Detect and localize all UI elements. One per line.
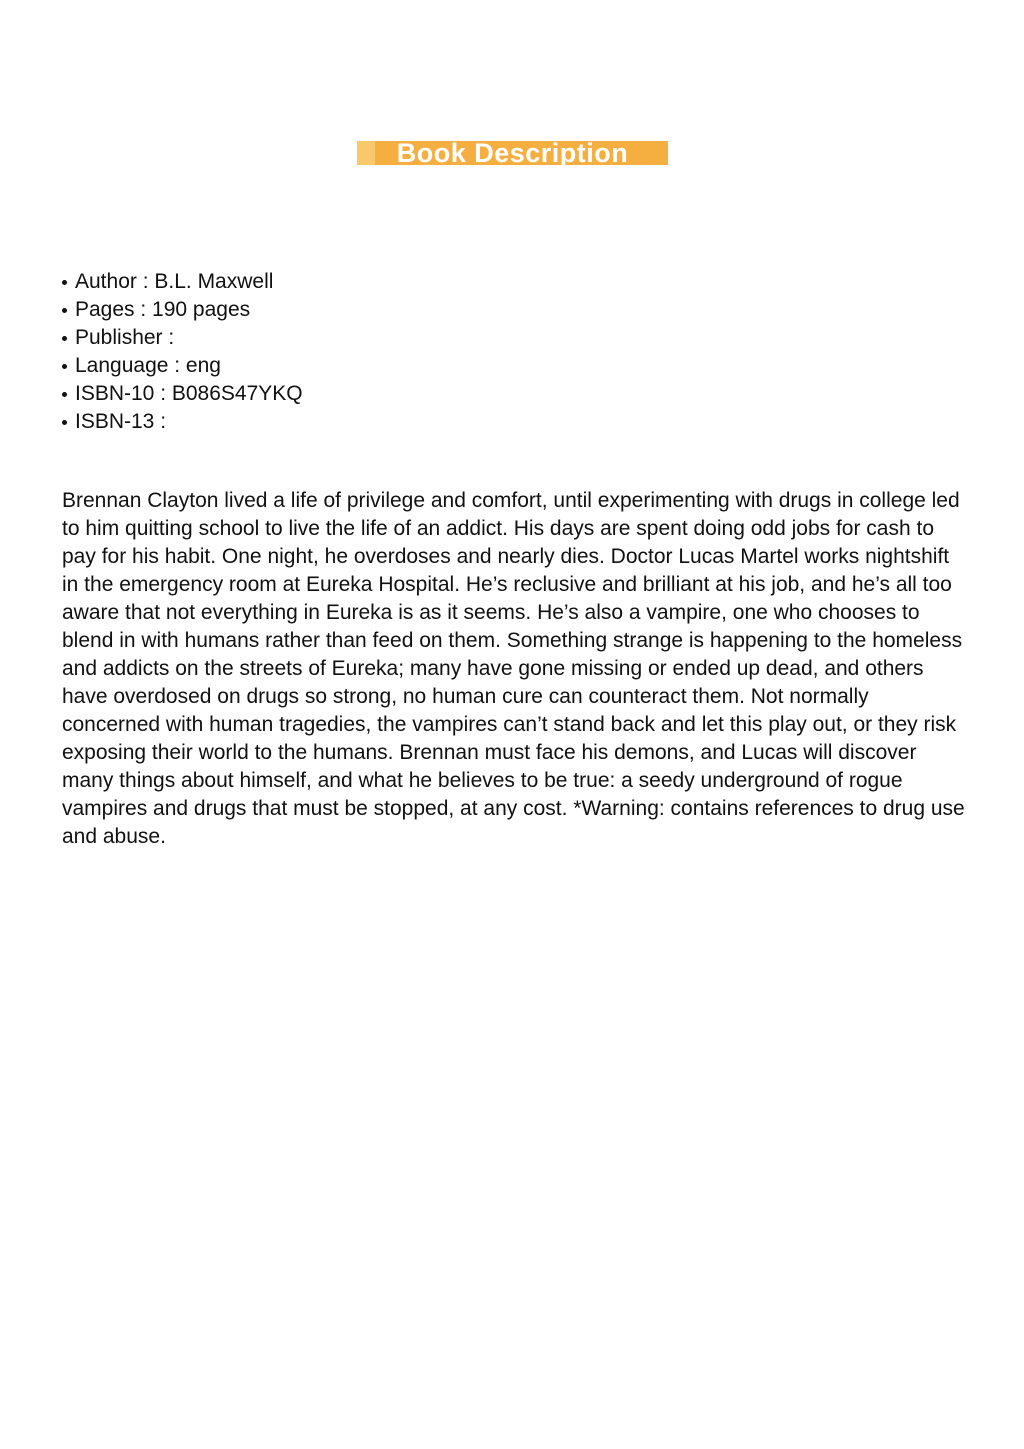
list-item-text: Language : eng bbox=[75, 354, 221, 377]
list-item bbox=[62, 268, 303, 296]
bullet-icon bbox=[62, 308, 67, 313]
bullet-icon bbox=[62, 364, 67, 369]
list-item-text: ISBN-13 : bbox=[75, 410, 167, 433]
list-item bbox=[62, 380, 303, 408]
list-item-text: Pages : 190 pages bbox=[75, 298, 251, 321]
bullet-icon bbox=[62, 280, 67, 285]
book-description-paragraph: Brennan Clayton lived a life of privilege and comfort, until experimenting with drugs in college led to him quitting school to live the life of an addict. His days are spent doing odd jobs for cash to pay for his habit. One night, he overdoses and nearly dies. Doctor Lucas Martel works nightshift in the emergency room at Eureka Hospital. He’s reclusive and brilliant at his job, and he’s all too aware that not everything in Eureka is as it seems. He’s also a vampire, one who chooses to blend in with humans rather than feed on them. Something strange is happening to the homeless and addicts on the streets of Eureka; many have gone missing or ended up dead, and others have overdosed on drugs so strong, no human cure can counteract them. Not normally concerned with human tragedies, the vampires can’t stand back and let this play out, or they risk exposing their world to the humans. Brennan must face his demons, and Lucas will discover many things about himself, and what he believes to be true: a seedy underground of rogue vampires and drugs that must be stopped, at any cost. *Warning: contains references to drug use and abuse. bbox=[62, 489, 965, 848]
banner-highlight-light bbox=[357, 141, 375, 165]
list-item bbox=[62, 352, 303, 380]
bullet-icon bbox=[62, 420, 67, 425]
book-details-list bbox=[62, 268, 303, 436]
book-description-banner bbox=[357, 138, 668, 168]
list-item-text: Publisher : bbox=[75, 326, 175, 349]
list-item-text: ISBN-10 : B086S47YKQ bbox=[75, 382, 303, 405]
page-title: Book Description bbox=[396, 138, 629, 168]
list-item bbox=[62, 324, 303, 352]
list-item bbox=[62, 408, 303, 436]
bullet-icon bbox=[62, 392, 67, 397]
bullet-icon bbox=[62, 336, 67, 341]
list-item-text: Author : B.L. Maxwell bbox=[75, 270, 274, 293]
list-item bbox=[62, 296, 303, 324]
